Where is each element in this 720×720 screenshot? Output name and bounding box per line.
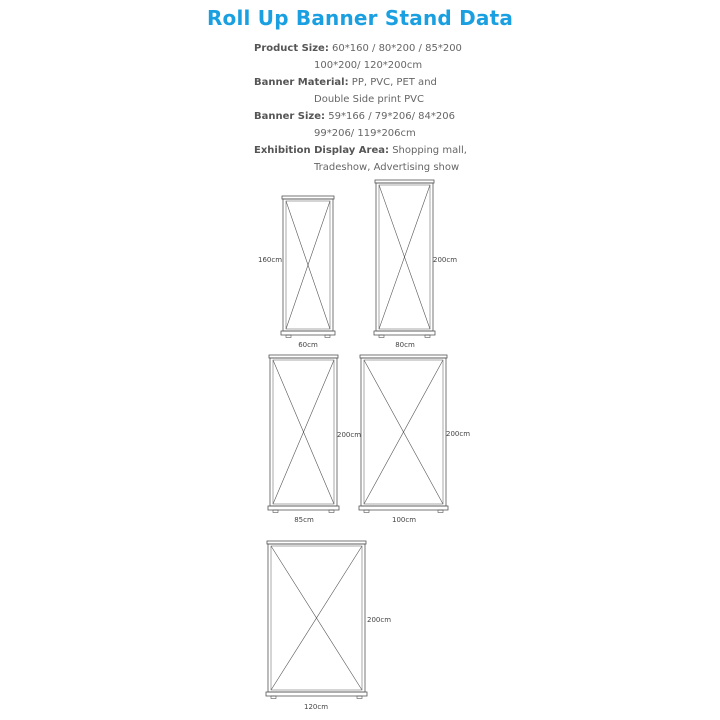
stand-diagram-60cm [258,196,335,349]
top-bar [360,355,447,358]
top-bar [282,196,334,199]
top-bar [267,541,366,544]
spec-value: PP, PVC, PET and [351,77,437,88]
spec-value: 59*166 / 79*206/ 84*206 [328,111,455,122]
stand-diagram-80cm [374,180,457,349]
top-bar [269,355,338,358]
stand-diagram-85cm [268,355,361,524]
width-label: 60cm [298,341,318,349]
spec-label: Banner Material: [254,77,349,88]
stand-diagram-120cm [266,541,391,711]
base-bar [268,506,339,510]
spec-value-cont: 99*206/ 119*206cm [314,128,416,139]
base-bar [374,331,435,335]
height-label: 200cm [337,431,362,439]
top-bar [375,180,434,183]
height-label: 200cm [433,256,458,264]
base-bar [266,692,367,696]
spec-label: Banner Size: [254,111,326,122]
height-label: 200cm [367,616,392,624]
spec-value-cont: Tradeshow, Advertising show [314,162,460,173]
height-label: 200cm [446,430,471,438]
base-bar [359,506,448,510]
page-title: Roll Up Banner Stand Data [206,6,514,30]
base-bar [281,331,335,335]
height-label: 160cm [258,256,283,264]
spec-value: 60*160 / 80*200 / 85*200 [332,43,462,54]
width-label: 120cm [303,703,329,711]
stand-diagram-100cm [359,355,470,524]
width-label: 100cm [391,516,417,524]
width-label: 85cm [294,516,314,524]
spec-label: Product Size: [254,43,329,54]
spec-value-cont: Double Side print PVC [314,94,424,105]
width-label: 80cm [395,341,415,349]
spec-value-cont: 100*200/ 120*200cm [314,60,423,71]
spec-value: Shopping mall, [392,145,467,156]
spec-label: Exhibition Display Area: [254,145,389,156]
